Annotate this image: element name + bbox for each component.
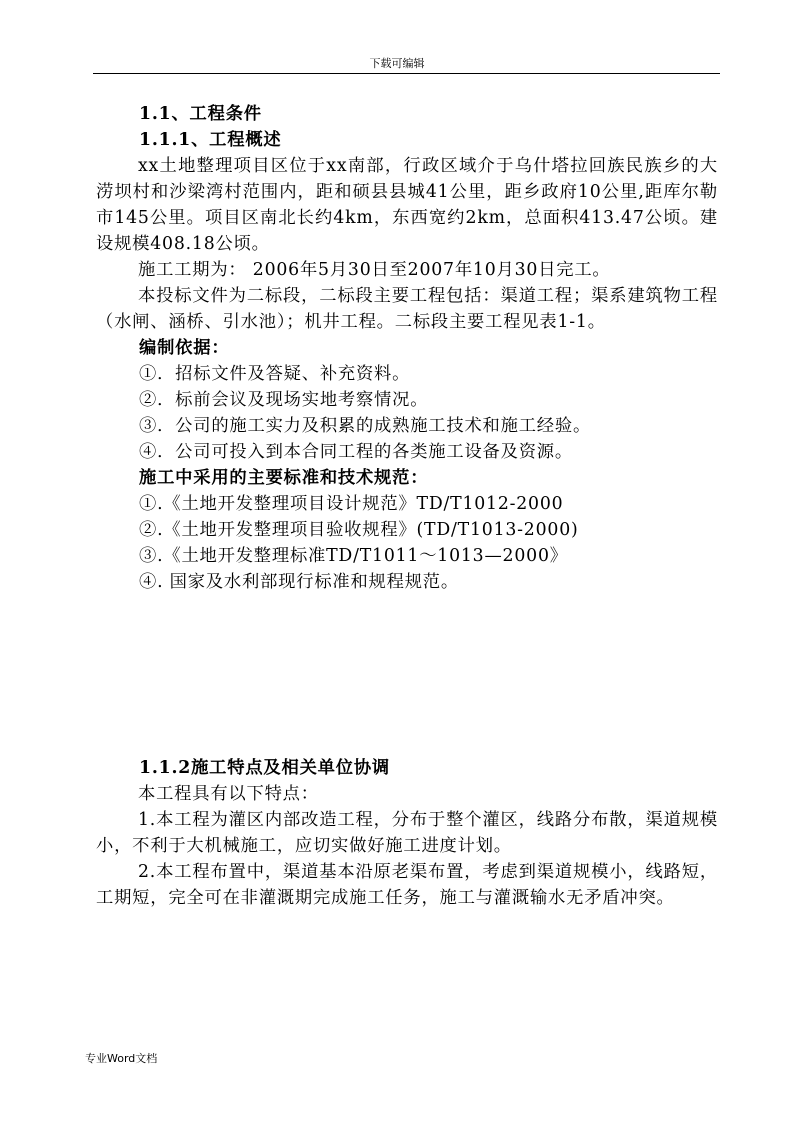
basis-item: ①．招标文件及答疑、补充资料。 [139, 364, 411, 384]
page-footer: 专业Word文档 [85, 1052, 158, 1065]
feature-paragraph: 1.本工程为灌区内部改造工程，分布于整个灌区，线路分布散，渠道规模小，不利于大机械施工，应切实做好施工进度计划。 [96, 810, 718, 856]
standard-item: ④. 国家及水利部现行标准和规程规范。 [139, 572, 459, 592]
basis-item: ④．公司可投入到本合同工程的各类施工设备及资源。 [139, 442, 573, 462]
standard-item: ③.《土地开发整理标准TD/T1011～1013—2000》 [139, 546, 568, 566]
schedule-paragraph: 施工工期为： 2006年5月30日至2007年10月30日完工。 [138, 260, 611, 280]
section-heading: 1.1、工程条件 [139, 104, 262, 124]
overview-paragraph: xx土地整理项目区位于xx南部，行政区域介于乌什塔拉回族民族乡的大涝坝村和沙梁湾村范围内，距和硕县县城41公里，距乡政府10公里,距库尔勒市145公里。项目区南北长约4km，东西宽约2km，总面积413.47公顷。建设规模408.18公顷。 [96, 156, 718, 254]
basis-heading: 编制依据： [139, 338, 230, 358]
feature-paragraph: 2.本工程布置中，渠道基本沿原老渠布置，考虑到渠道规模小，线路短，工期短，完全可在非灌溉期完成施工任务，施工与灌溉输水无矛盾冲突。 [96, 862, 718, 908]
basis-item: ②．标前会议及现场实地考察情况。 [139, 390, 429, 410]
document-body [96, 101, 718, 911]
basis-item: ③．公司的施工实力及积累的成熟施工技术和施工经验。 [139, 416, 592, 436]
standard-item: ②.《土地开发整理项目验收规程》(TD/T1013-2000) [139, 520, 579, 540]
scope-paragraph: 本投标文件为二标段，二标段主要工程包括：渠道工程；渠系建筑物工程（水闸、涵桥、引水池）；机井工程。二标段主要工程见表1-1。 [96, 286, 718, 332]
subsection-heading: 1.1.2施工特点及相关单位协调 [139, 758, 390, 778]
subsection-heading: 1.1.1、工程概述 [139, 130, 282, 150]
features-intro: 本工程具有以下特点： [138, 784, 319, 804]
page-header: 下载可编辑 [369, 57, 425, 70]
standard-item: ①.《土地开发整理项目设计规范》TD/T1012-2000 [139, 494, 564, 514]
header-divider [93, 73, 720, 74]
blank-space [96, 595, 718, 755]
standards-heading: 施工中采用的主要标准和技术规范： [139, 468, 429, 488]
